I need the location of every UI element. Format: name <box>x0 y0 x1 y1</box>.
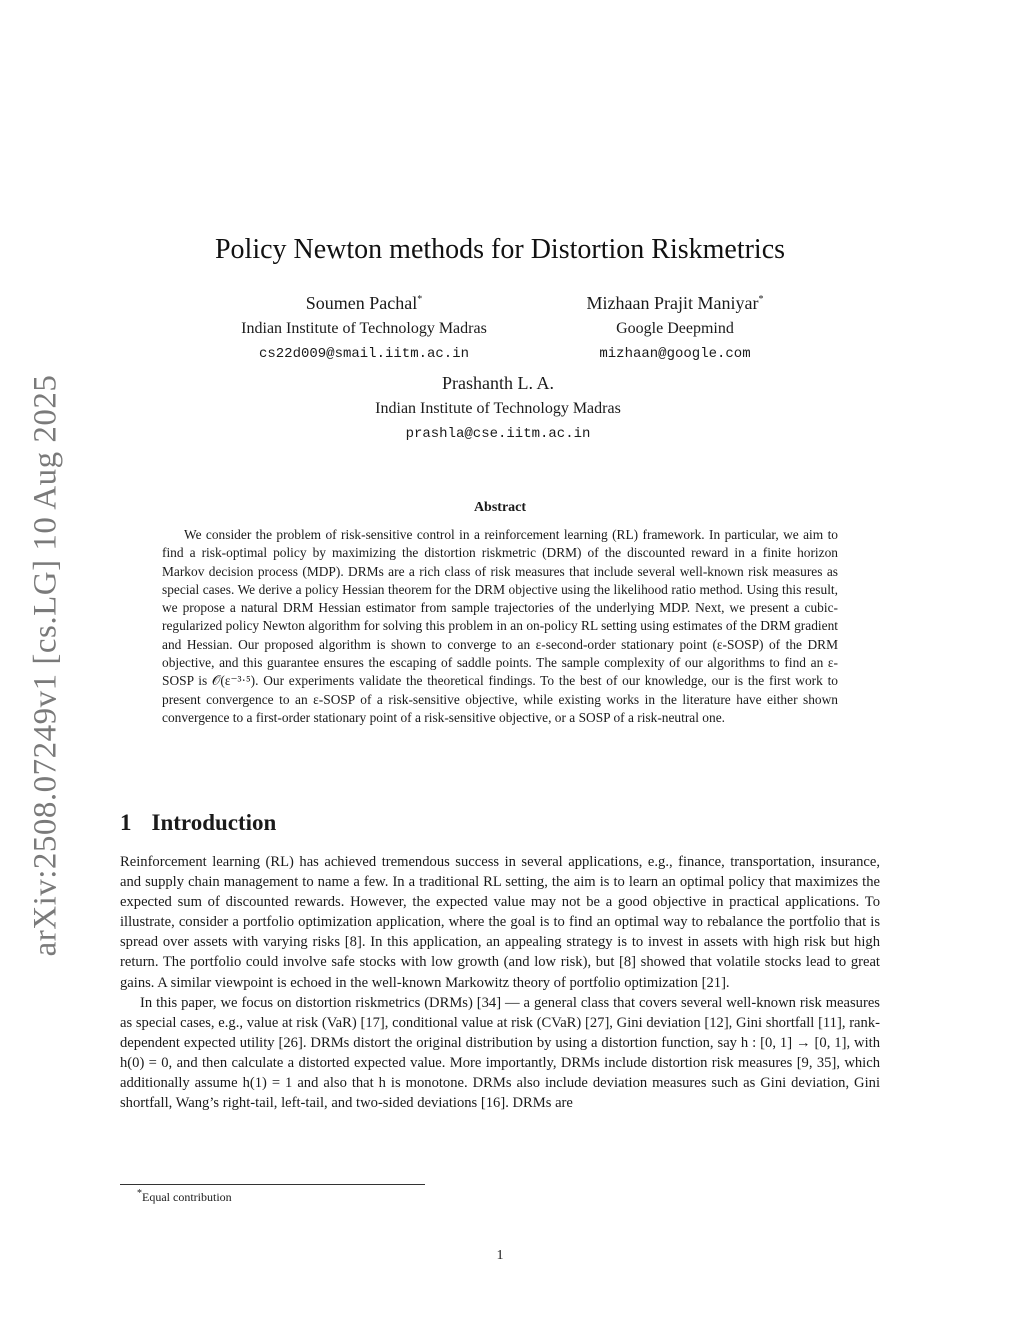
body-text <box>120 852 880 1113</box>
author-email[interactable]: prashla@cse.iitm.ac.in <box>405 426 591 443</box>
footnote-mark: * <box>137 1188 142 1199</box>
section-heading <box>120 810 276 836</box>
abstract-text: We consider the problem of risk-sensitive control in a reinforcement learning (RL) framework. In particular, we aim to find a risk-optimal policy by maximizing the distortion riskmetric (DRM) of the discounted reward in a finite horizon Markov decision process (MDP). DRMs are a rich class of risk measures that include several well-known risk measures as special cases. We derive a policy Hessian theorem for the DRM objective using the likelihood ratio method. Using this result, we propose a natural DRM Hessian estimator from sample trajectories of the underlying MDP. Next, we present a cubic-regularized policy Newton algorithm for solving this problem in an on-policy RL setting using estimates of the DRM gradient and Hessian. Our proposed algorithm is shown to converge to an ε-second-order stationary point (ε-SOSP) of the DRM objective, and this guarantee ensures the escaping of saddle points. The sample complexity of our algorithms to find an ε-SOSP is 𝒪(ε⁻³·⁵). Our experiments validate the theoretical findings. To the best of our knowledge, our is the first work to present convergence to an ε-SOSP of a risk-sensitive objective, while existing works in the literature have either shown convergence to a first-order stationary point of a risk-sensitive objective, or a SOSP of a risk-neutral one. <box>162 527 838 725</box>
footnote <box>137 1190 232 1205</box>
author-affiliation: Indian Institute of Technology Madras <box>375 400 621 418</box>
footnote-divider <box>120 1184 425 1185</box>
equal-contribution-mark: * <box>417 294 423 305</box>
page-number: 1 <box>496 1248 504 1263</box>
section-title: Introduction <box>151 810 277 835</box>
equal-contribution-mark: * <box>758 294 764 305</box>
author-email[interactable]: cs22d009@smail.iitm.ac.in <box>258 346 470 363</box>
author-affiliation: Google Deepmind <box>616 320 734 338</box>
paper-title: Policy Newton methods for Distortion Riskmetrics <box>214 234 786 265</box>
author-affiliation: Indian Institute of Technology Madras <box>241 320 487 338</box>
section-number: 1 <box>120 810 132 835</box>
author-name: Prashanth L. A. <box>442 373 554 393</box>
author-email[interactable]: mizhaan@google.com <box>599 346 751 363</box>
arxiv-identifier <box>26 370 66 960</box>
author-block-1 <box>214 292 514 363</box>
author-name: Mizhaan Prajit Maniyar* <box>586 293 764 313</box>
author-block-3 <box>348 372 648 443</box>
abstract-heading: Abstract <box>473 500 527 515</box>
author-block-2 <box>540 292 810 363</box>
author-name: Soumen Pachal* <box>305 293 423 313</box>
footnote-text: Equal contribution <box>142 1190 232 1204</box>
body-paragraph: Reinforcement learning (RL) has achieved tremendous success in several applications, e.g., finance, transportation, insurance, and supply chain management to name a few. In a traditional RL setting, the aim is to learn an optimal policy that maximizes the expected sum of discounted rewards. However, the expected value may not be a good objective in practical applications. To illustrate, consider a portfolio optimization application, where the goal is to find an optimal way to rebalance the portfolio that is spread over assets with varying risks [8]. In this application, an appealing strategy is to invest in assets with high risk but high return. The portfolio could involve safe stocks with low growth (and low risk), but [8] showed that volatile stocks lead to great gains. A similar viewpoint is echoed in the well-known Markowitz theory of portfolio optimization [21]. <box>120 854 880 991</box>
body-paragraph: In this paper, we focus on distortion riskmetrics (DRMs) [34] — a general class that covers several well-known risk measures as special cases, e.g., value at risk (VaR) [17], conditional value at risk (CVaR) [27], Gini deviation [12], Gini shortfall [11], rank-dependent expected utility [26]. DRMs distort the original distribution by using a distortion function, say h : [0, 1] → [0, 1], with h(0) = 0, and then calculate a distorted expected value. More importantly, DRMs include distortion risk measures [9, 35], which additionally assume h(1) = 1 and also that h is monotone. DRMs also include deviation measures such as Gini deviation, Gini shortfall, Wang’s right-tail, left-tail, and two-sided deviations [16]. DRMs are <box>120 994 880 1112</box>
arxiv-identifier-text: arXiv:2508.07249v1 [cs.LG] 10 Aug 2025 <box>27 374 64 956</box>
